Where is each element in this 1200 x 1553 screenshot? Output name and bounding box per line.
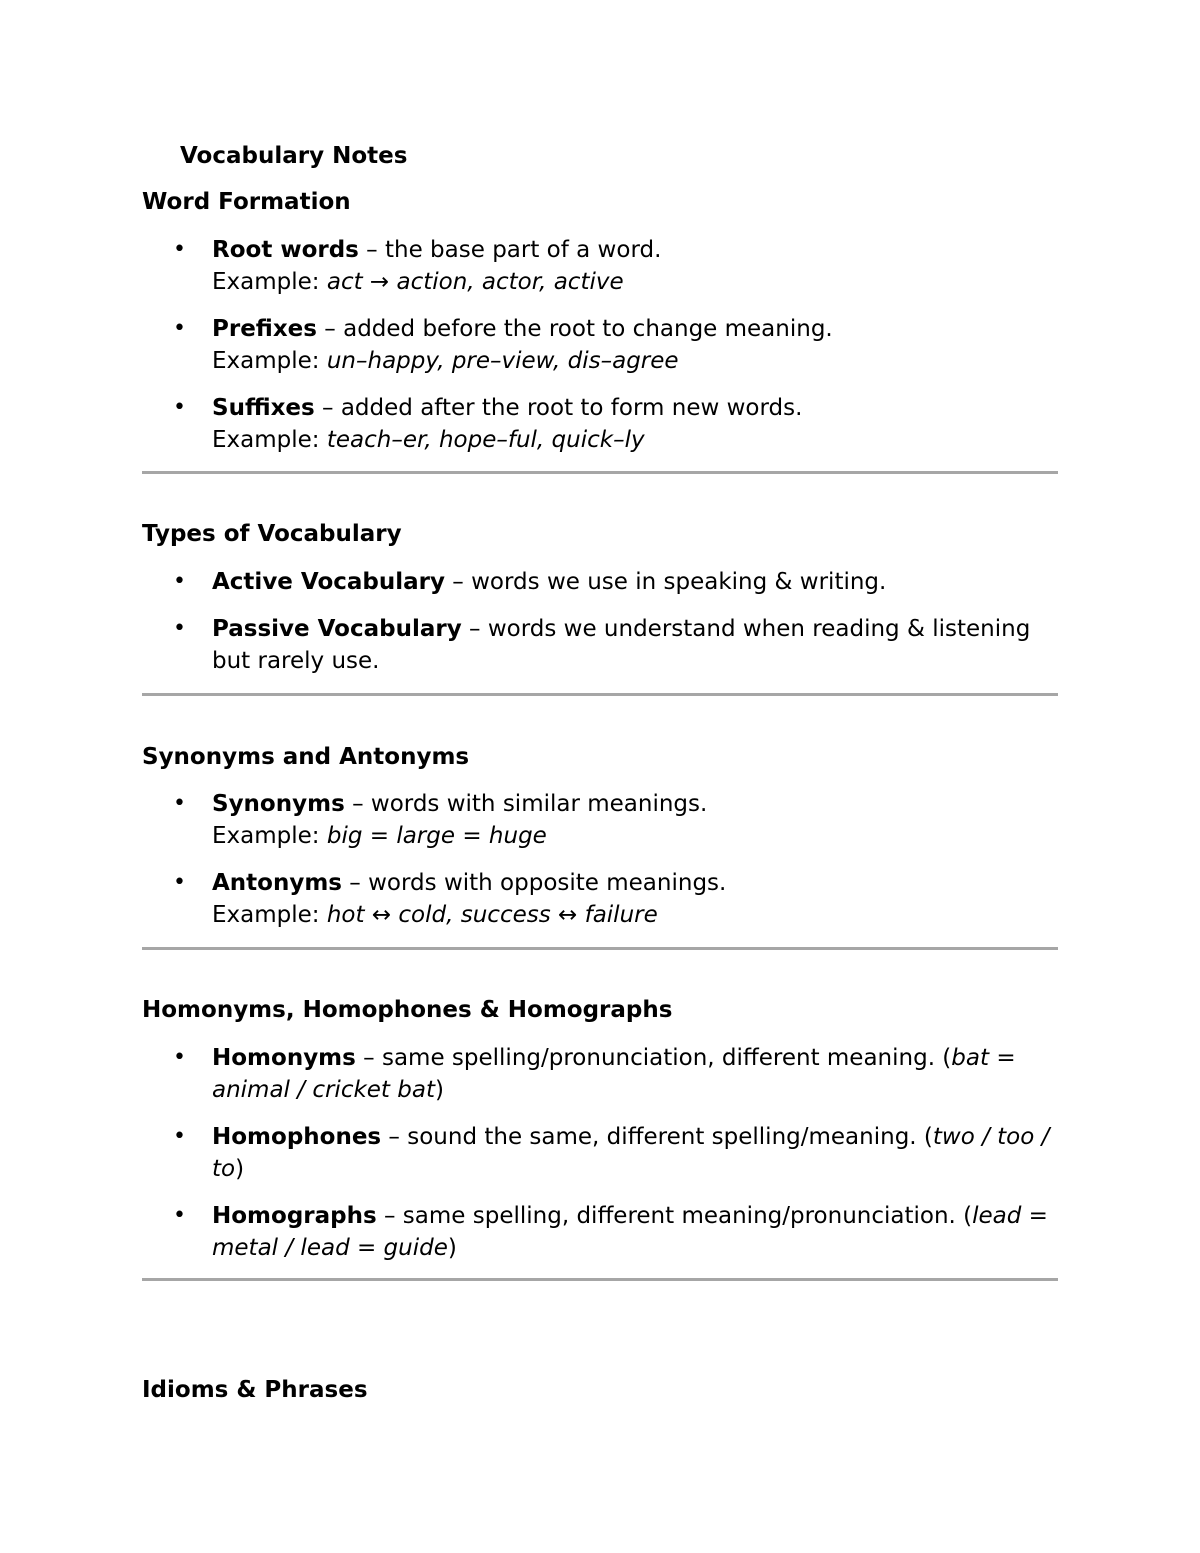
list-item — [142, 234, 1058, 298]
example-text: un–happy, pre–view, dis–agree — [326, 348, 679, 374]
bullet-icon: • — [173, 791, 186, 816]
section-word-formation — [142, 186, 1058, 456]
bullet-icon: • — [173, 316, 186, 341]
example-label: Example: — [212, 902, 327, 928]
section-homonyms — [142, 994, 1058, 1264]
bullet-list — [142, 1042, 1058, 1264]
bullet-icon: • — [173, 1203, 186, 1228]
list-item — [142, 613, 1058, 677]
bullet-icon: • — [173, 237, 186, 262]
term: Suffixes — [212, 395, 315, 421]
bullet-icon: • — [173, 1124, 186, 1149]
bullet-list — [142, 566, 1058, 677]
example-text: act → action, actor, active — [326, 269, 624, 295]
horizontal-divider — [142, 947, 1058, 950]
term-description: – sound the same, different spelling/meaning. ( — [381, 1124, 933, 1150]
bullet-icon: • — [173, 395, 186, 420]
list-item — [142, 1121, 1058, 1185]
document-title: Vocabulary Notes — [180, 143, 408, 169]
term: Prefixes — [212, 316, 317, 342]
section-heading: Idioms & Phrases — [142, 1377, 368, 1403]
list-item — [142, 392, 1058, 456]
bullet-icon: • — [173, 569, 186, 594]
example-label: Example: — [212, 269, 327, 295]
term-description: – words we use in speaking & writing. — [445, 569, 887, 595]
term: Homographs — [212, 1203, 377, 1229]
close-paren: ) — [447, 1235, 457, 1261]
close-paren: ) — [235, 1156, 245, 1182]
bullet-list — [142, 788, 1058, 931]
term-description: – words with similar meanings. — [344, 791, 708, 817]
list-item — [142, 313, 1058, 377]
close-paren: ) — [434, 1077, 444, 1103]
term-description: – words with opposite meanings. — [342, 870, 727, 896]
horizontal-divider — [142, 471, 1058, 474]
section-heading: Homonyms, Homophones & Homographs — [142, 997, 673, 1023]
term-description: – added before the root to change meaning. — [316, 316, 833, 342]
section-heading: Word Formation — [142, 189, 351, 215]
bullet-icon: • — [173, 1045, 186, 1070]
list-item — [142, 1042, 1058, 1106]
example-label: Example: — [212, 823, 327, 849]
term-description: – same spelling, different meaning/pronunciation. ( — [376, 1203, 973, 1229]
inline-example: bat = animal / cricket bat — [212, 1045, 1016, 1103]
list-item — [142, 867, 1058, 931]
term: Synonyms — [212, 791, 345, 817]
example-text: hot ↔ cold, success ↔ failure — [326, 902, 658, 928]
term: Passive Vocabulary — [212, 616, 462, 642]
term-description: – words we understand when reading & listening but rarely use. — [212, 616, 1031, 674]
horizontal-divider — [142, 1278, 1058, 1281]
horizontal-divider — [142, 693, 1058, 696]
example-text: big = large = huge — [326, 823, 547, 849]
term: Active Vocabulary — [212, 569, 445, 595]
term-description: – the base part of a word. — [358, 237, 662, 263]
section-heading: Synonyms and Antonyms — [142, 744, 470, 770]
section-idioms-phrases — [142, 1374, 1058, 1406]
bullet-icon: • — [173, 870, 186, 895]
term-description: – same spelling/pronunciation, different meaning. ( — [355, 1045, 952, 1071]
inline-example: two / too / to — [212, 1124, 1050, 1182]
section-heading: Types of Vocabulary — [142, 521, 402, 547]
list-item — [142, 1200, 1058, 1264]
bullet-icon: • — [173, 616, 186, 641]
example-label: Example: — [212, 427, 327, 453]
term: Root words — [212, 237, 359, 263]
bullet-list — [142, 234, 1058, 456]
section-synonyms-antonyms — [142, 741, 1058, 931]
term: Antonyms — [212, 870, 342, 896]
term-description: – added after the root to form new words. — [314, 395, 803, 421]
list-item — [142, 788, 1058, 852]
inline-example: lead = metal / lead = guide — [212, 1203, 1048, 1261]
section-types-of-vocabulary — [142, 518, 1058, 677]
term: Homonyms — [212, 1045, 356, 1071]
example-label: Example: — [212, 348, 327, 374]
list-item — [142, 566, 1058, 598]
example-text: teach–er, hope–ful, quick–ly — [326, 427, 645, 453]
term: Homophones — [212, 1124, 382, 1150]
